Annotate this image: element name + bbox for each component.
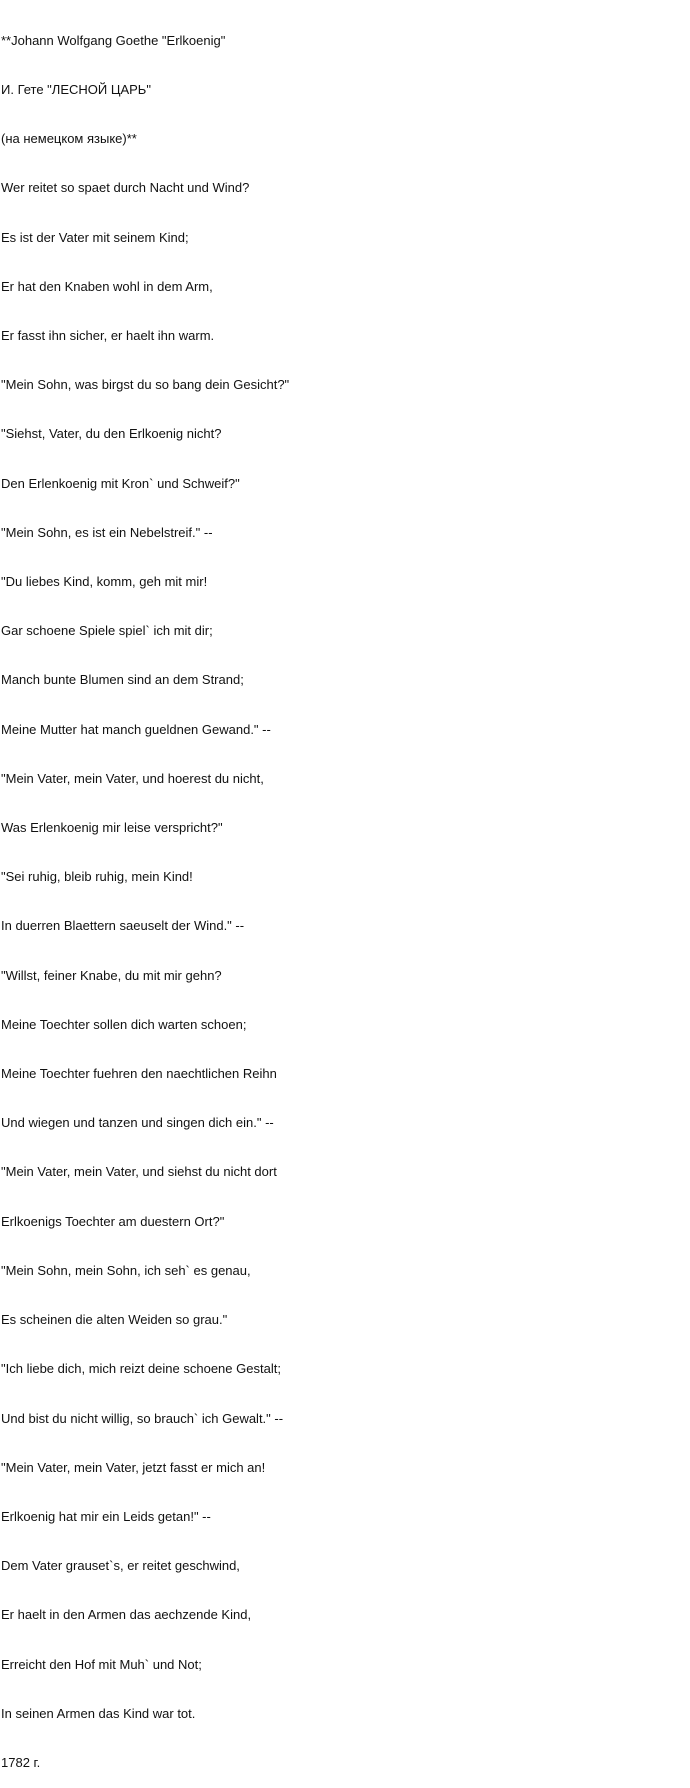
poem-header-line-2: И. Гете "ЛЕСНОЙ ЦАРЬ" bbox=[1, 82, 151, 98]
poem-line: "Mein Sohn, es ist ein Nebelstreif." -- bbox=[1, 524, 213, 540]
poem-line: Erlkoenigs Toechter am duestern Ort?" bbox=[1, 1213, 225, 1229]
poem-line: Erreicht den Hof mit Muh` und Not; bbox=[1, 1656, 202, 1672]
poem-header-line-1: **Johann Wolfgang Goethe "Erlkoenig" bbox=[1, 32, 226, 48]
poem-header-line-3: (на немецком языке)** bbox=[1, 131, 137, 147]
poem-line: Wer reitet so spaet durch Nacht und Wind? bbox=[1, 180, 250, 196]
poem-line: In duerren Blaettern saeuselt der Wind." -- bbox=[1, 918, 245, 934]
poem-line: Gar schoene Spiele spiel` ich mit dir; bbox=[1, 623, 213, 639]
poem-line: Den Erlenkoenig mit Kron` und Schweif?" bbox=[1, 475, 240, 491]
poem-line: "Sei ruhig, bleib ruhig, mein Kind! bbox=[1, 869, 193, 885]
poem-text bbox=[1, 0, 689, 1788]
poem-line: Er haelt in den Armen das aechzende Kind, bbox=[1, 1607, 252, 1623]
poem-line: "Mein Sohn, was birgst du so bang dein Gesicht?" bbox=[1, 377, 290, 393]
poem-line: Meine Toechter fuehren den naechtlichen Reihn bbox=[1, 1066, 277, 1082]
poem-date: 1782 г. bbox=[1, 1754, 41, 1770]
poem-line: Es ist der Vater mit seinem Kind; bbox=[1, 229, 189, 245]
poem-line: Er hat den Knaben wohl in dem Arm, bbox=[1, 278, 213, 294]
poem-line: "Mein Vater, mein Vater, jetzt fasst er mich an! bbox=[1, 1459, 266, 1475]
poem-line: "Mein Vater, mein Vater, und siehst du nicht dort bbox=[1, 1164, 277, 1180]
poem-line: Manch bunte Blumen sind an dem Strand; bbox=[1, 672, 244, 688]
poem-line: Meine Toechter sollen dich warten schoen; bbox=[1, 1016, 247, 1032]
poem-line: Und bist du nicht willig, so brauch` ich Gewalt." -- bbox=[1, 1410, 284, 1426]
poem-line: "Siehst, Vater, du den Erlkoenig nicht? bbox=[1, 426, 222, 442]
poem-line: "Du liebes Kind, komm, geh mit mir! bbox=[1, 574, 208, 590]
poem-line: "Willst, feiner Knabe, du mit mir gehn? bbox=[1, 967, 222, 983]
poem-line: Dem Vater grauset`s, er reitet geschwind, bbox=[1, 1558, 240, 1574]
poem-line: Meine Mutter hat manch gueldnen Gewand." -- bbox=[1, 721, 271, 737]
poem-line: Und wiegen und tanzen und singen dich ein." -- bbox=[1, 1115, 274, 1131]
poem-line: Erlkoenig hat mir ein Leids getan!" -- bbox=[1, 1508, 211, 1524]
poem-line: "Ich liebe dich, mich reizt deine schoene Gestalt; bbox=[1, 1361, 281, 1377]
poem-line: Es scheinen die alten Weiden so grau." bbox=[1, 1312, 228, 1328]
poem-line: In seinen Armen das Kind war tot. bbox=[1, 1705, 196, 1721]
poem-line: "Mein Sohn, mein Sohn, ich seh` es genau, bbox=[1, 1262, 251, 1278]
poem-line: Er fasst ihn sicher, er haelt ihn warm. bbox=[1, 328, 215, 344]
poem-line: Was Erlenkoenig mir leise verspricht?" bbox=[1, 820, 223, 836]
poem-line: "Mein Vater, mein Vater, und hoerest du nicht, bbox=[1, 770, 264, 786]
